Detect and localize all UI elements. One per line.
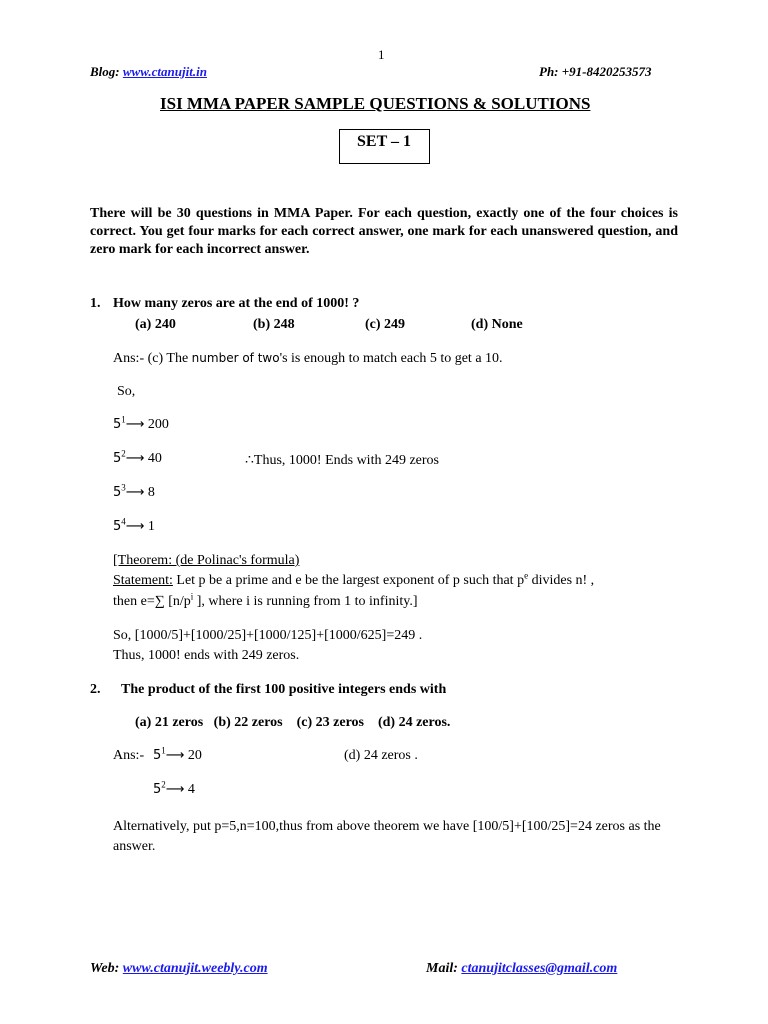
power-value: 20 bbox=[187, 748, 202, 763]
page-number: 1 bbox=[378, 47, 385, 62]
then-sup: i bbox=[190, 591, 194, 602]
mail-label: Mail: bbox=[426, 961, 458, 976]
q2-power-row bbox=[153, 779, 195, 798]
theorem-statement bbox=[113, 570, 595, 589]
power-base: 5 bbox=[153, 782, 162, 797]
q1-power-row bbox=[113, 448, 162, 467]
q1-question: How many zeros are at the end of 1000! ? bbox=[113, 296, 360, 311]
q1-calculation: So, [1000/5]+[1000/25]+[1000/125]+[1000/625]=249 . bbox=[113, 628, 423, 643]
q1-option-c: (c) 249 bbox=[365, 317, 406, 332]
q1-option-d: (d) None bbox=[471, 317, 523, 332]
arrow-icon: ⟶ bbox=[165, 748, 185, 763]
statement-text: Let p be a prime and e be the largest exponent of p such that p bbox=[172, 573, 525, 588]
theorem-heading bbox=[113, 553, 299, 569]
power-base: 5 bbox=[113, 451, 122, 466]
q1-conclusion: Thus, 1000! ends with 249 zeros. bbox=[113, 648, 300, 663]
web-link[interactable]: www.ctanujit.weebly.com bbox=[122, 961, 268, 976]
q1-answer-prefix: Ans:- (c) The bbox=[113, 351, 189, 366]
power-exp: 3 bbox=[121, 482, 126, 493]
power-value: 200 bbox=[147, 417, 169, 432]
blog-link[interactable]: www.ctanujit.in bbox=[122, 64, 207, 79]
q1-answer bbox=[113, 351, 503, 367]
q2-alternative: Alternatively, put p=5,n=100,thus from above theorem we have [100/5]+[100/25]=24 zeros as the answer. bbox=[113, 819, 661, 854]
q1-therefore: ∴Thus, 1000! Ends with 249 zeros bbox=[245, 453, 439, 468]
power-base: 5 bbox=[153, 748, 162, 763]
arrow-icon: ⟶ bbox=[125, 485, 145, 500]
footer-mail bbox=[426, 961, 617, 977]
q2-power-row bbox=[153, 745, 202, 764]
power-base: 5 bbox=[113, 485, 122, 500]
q1-option-b: (b) 248 bbox=[253, 317, 295, 332]
arrow-icon: ⟶ bbox=[125, 417, 145, 432]
q1-power-row bbox=[113, 482, 155, 501]
q1-option-a: (a) 240 bbox=[135, 317, 176, 332]
set-label: SET – 1 bbox=[339, 129, 430, 164]
web-label: Web: bbox=[90, 961, 120, 976]
power-value: 1 bbox=[147, 519, 155, 534]
mail-link[interactable]: ctanujitclasses@gmail.com bbox=[461, 961, 618, 976]
statement-text-end: divides n! , bbox=[528, 573, 595, 588]
q1-so: So, bbox=[117, 384, 136, 399]
power-value: 4 bbox=[187, 782, 195, 797]
blog-label: Blog: bbox=[90, 64, 120, 79]
power-exp: 4 bbox=[121, 516, 126, 527]
power-base: 5 bbox=[113, 519, 122, 534]
power-value: 40 bbox=[147, 451, 162, 466]
power-exp: 1 bbox=[121, 414, 126, 425]
page-title: ISI MMA PAPER SAMPLE QUESTIONS & SOLUTIONS bbox=[160, 94, 591, 113]
q2-question: The product of the first 100 positive integers ends with bbox=[121, 682, 447, 697]
q2-ans-label: Ans:- bbox=[113, 748, 145, 763]
q1-power-row bbox=[113, 414, 169, 433]
q1-answer-suffix: 's is enough to match each 5 to get a 10. bbox=[279, 351, 503, 366]
theorem-then bbox=[113, 591, 418, 610]
q2-number: 2. bbox=[90, 682, 101, 697]
q1-number: 1. bbox=[90, 296, 101, 311]
theorem-title: [Theorem: (de Polinac's formula) bbox=[113, 553, 300, 568]
statement-sup: e bbox=[524, 570, 529, 581]
power-base: 5 bbox=[113, 417, 122, 432]
q1-answer-sans: number of two bbox=[191, 351, 280, 365]
power-exp: 1 bbox=[161, 745, 166, 756]
q2-options: (a) 21 zeros (b) 22 zeros (c) 23 zeros (d) 24 zeros. bbox=[135, 715, 451, 730]
q1-power-row bbox=[113, 516, 155, 535]
power-exp: 2 bbox=[161, 779, 166, 790]
then-text-end: ], where i is running from 1 to infinity.] bbox=[193, 594, 418, 609]
header-blog bbox=[90, 64, 207, 80]
statement-label: Statement: bbox=[113, 573, 173, 588]
q2-answer: (d) 24 zeros . bbox=[344, 748, 418, 763]
intro-paragraph: There will be 30 questions in MMA Paper. For each question, exactly one of the four choices is correct. You get four marks for each correct answer, one mark for each unanswered question, and zero mark for each incorrect answer. bbox=[90, 206, 678, 257]
then-text: then e=∑ [n/p bbox=[113, 594, 191, 609]
arrow-icon: ⟶ bbox=[125, 519, 145, 534]
arrow-icon: ⟶ bbox=[125, 451, 145, 466]
footer-web bbox=[90, 961, 268, 977]
power-value: 8 bbox=[147, 485, 155, 500]
arrow-icon: ⟶ bbox=[165, 782, 185, 797]
power-exp: 2 bbox=[121, 448, 126, 459]
header-phone: Ph: +91-8420253573 bbox=[539, 64, 652, 79]
